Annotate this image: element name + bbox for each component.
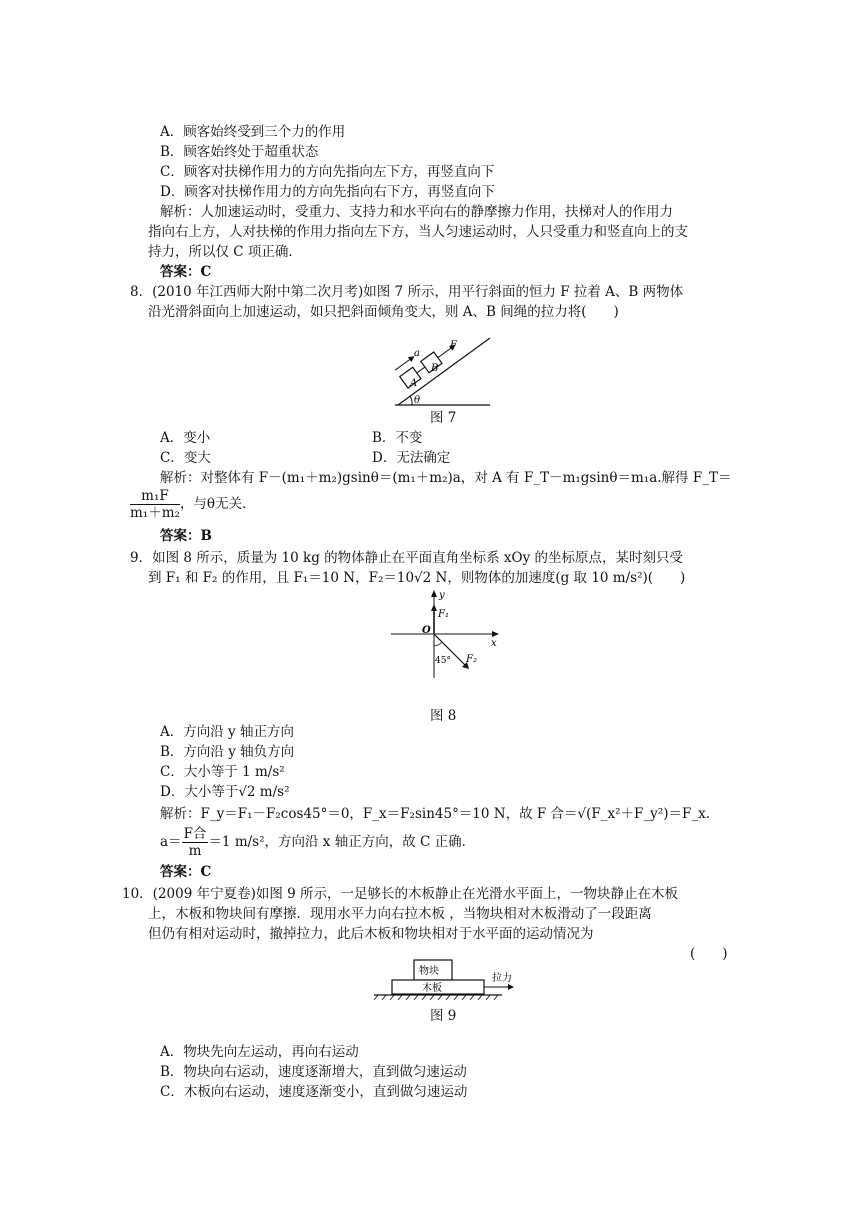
q9-fraction <box>182 826 209 859</box>
q10-stem-line-2: 上，木板和物块间有摩擦．现用水平力向右拉木板 ，当物块相对木板滑动了一段距离 <box>148 906 652 922</box>
q8-answer: 答案：B <box>160 528 212 544</box>
q8-stem-line-1: 8．(2010 年江西师大附中第二次月考)如图 7 所示，用平行斜面的恒力 F 拉着 A、B 两物体 <box>130 284 684 300</box>
coordinate-force-diagram <box>386 588 506 680</box>
q9-stem-line-1: 9．如图 8 所示，质量为 10 kg 的物体静止在平面直角坐标系 xOy 的坐标原点，某时刻只受 <box>130 550 684 566</box>
q9-option-b: B．方向沿 y 轴负方向 <box>160 744 295 760</box>
q9-answer: 答案：C <box>160 864 212 880</box>
fig7-theta-label: θ <box>414 395 421 406</box>
incline-diagram <box>390 330 500 410</box>
q7-analysis-line-3: 持力，所以仅 C 项正确． <box>148 244 302 260</box>
fig8-x-label: x <box>491 638 497 649</box>
fig8-f2-label: F₂ <box>466 654 477 665</box>
fig8-caption: 图 8 <box>430 708 457 724</box>
q7-option-d: D．顾客对扶梯作用力的方向先指向右下方，再竖直向下 <box>160 184 495 200</box>
q9-analysis-pre: a＝ <box>160 834 182 850</box>
q10-option-a: A．物块先向左运动，再向右运动 <box>160 1044 359 1060</box>
fig7-label-force: F <box>450 340 457 351</box>
q8-fraction-numerator: m₁F <box>130 488 180 505</box>
q7-option-c: C．顾客对扶梯作用力的方向先指向左下方，再竖直向下 <box>160 164 495 180</box>
q10-option-b: B．物块向右运动，速度逐渐增大，直到做匀速运动 <box>160 1064 467 1080</box>
q10-option-c: C．木板向右运动，速度逐渐变小，直到做匀速运动 <box>160 1084 468 1100</box>
q8-analysis-tail: ，与θ无关． <box>179 496 256 512</box>
q7-answer: 答案：C <box>160 264 212 280</box>
q9-analysis-line-1: 解析：F_y＝F₁－F₂cos45°＝0，F_x＝F₂sin45°＝10 N，故 F 合＝√(F_x²＋F_y²)＝F_x. <box>160 806 710 822</box>
fig9-pull-label: 拉力 <box>492 973 512 984</box>
board-block-diagram <box>372 958 522 1002</box>
fig9-board-label: 木板 <box>422 983 442 994</box>
q8-fraction <box>130 488 180 521</box>
fig7-label-b-block: B <box>431 363 439 374</box>
q9-analysis-post: ＝1 m/s²，方向沿 x 轴正方向，故 C 正确． <box>208 834 476 850</box>
q8-stem-line-2: 沿光滑斜面向上加速运动，如只把斜面倾角变大，则 A、B 间绳的拉力将( ) <box>148 304 619 320</box>
fig7-label-a-block: A <box>410 378 418 389</box>
fig8-y-label: y <box>439 590 445 601</box>
fig9-block-label: 物块 <box>419 966 439 977</box>
q8-analysis-line-1: 解析：对整体有 F－(m₁＋m₂)gsinθ＝(m₁＋m₂)a，对 A 有 F_T－m₁gsinθ＝m₁a.解得 F_T＝ <box>160 470 732 486</box>
q10-stem-line-3: 但仍有相对运动时，撤掉拉力，此后木板和物块相对于水平面的运动情况为 <box>148 926 594 942</box>
q10-stem-line-1: 10．(2009 年宁夏卷)如图 9 所示，一足够长的木板静止在光滑水平面上，一物块静止在木板 <box>122 886 679 902</box>
q9-fraction-numerator: F合 <box>183 826 207 842</box>
fig9-caption: 图 9 <box>430 1008 457 1024</box>
q9-option-d: D．大小等于√2 m/s² <box>160 784 290 800</box>
q7-analysis-line-1: 解析：人加速运动时，受重力、支持力和水平向右的静摩擦力作用，扶梯对人的作用力 <box>160 204 673 220</box>
fig8-origin-label: O <box>422 625 431 636</box>
q8-fraction-denominator: m₁＋m₂ <box>130 505 180 521</box>
q7-option-b: B．顾客始终处于超重状态 <box>160 144 319 160</box>
q7-option-a: A．顾客始终受到三个力的作用 <box>160 124 346 140</box>
q9-fraction-denominator: m <box>188 843 202 859</box>
q10-answer-bracket: ( ) <box>690 946 728 962</box>
fig8-angle-label: 45° <box>435 656 451 666</box>
q9-stem-line-2: 到 F₁ 和 F₂ 的作用，且 F₁＝10 N，F₂＝10√2 N，则物体的加速度(g 取 10 m/s²)( ) <box>148 570 686 586</box>
q9-analysis-line-2 <box>160 826 475 859</box>
q8-option-a: A．变小 <box>160 430 211 446</box>
q8-option-d: D．无法确定 <box>372 450 451 466</box>
q8-option-c: C．变大 <box>160 450 211 466</box>
q7-analysis-line-2: 指向右上方，人对扶梯的作用力指向左下方，当人匀速运动时，人只受重力和竖直向上的支 <box>148 224 688 240</box>
q9-option-a: A．方向沿 y 轴正方向 <box>160 724 294 740</box>
q9-option-c: C．大小等于 1 m/s² <box>160 764 285 780</box>
q8-analysis-line-2 <box>130 488 256 521</box>
q8-option-b: B．不变 <box>372 430 423 446</box>
fig8-f1-label: F₁ <box>438 609 449 620</box>
fig7-caption: 图 7 <box>430 410 457 426</box>
fig7-label-accel: a <box>414 348 420 359</box>
